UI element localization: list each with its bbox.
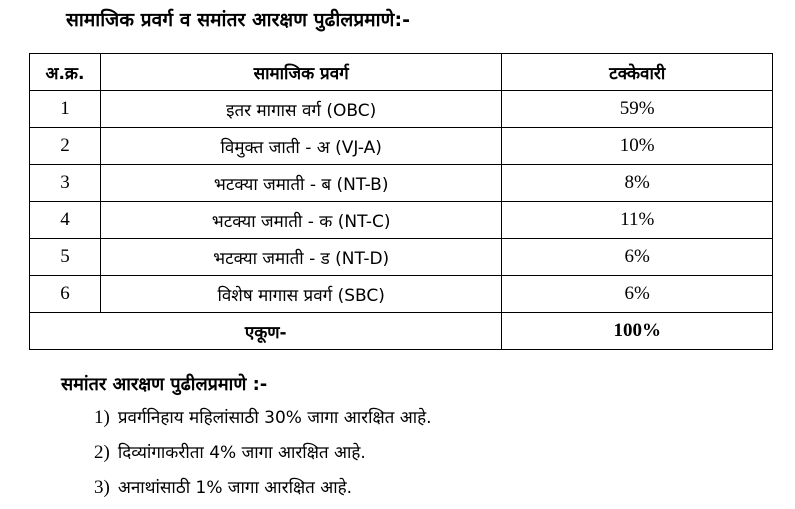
list-item [94,439,432,474]
total-value: 100% [502,313,773,350]
category-cell: विशेष मागास प्रवर्ग (SBC) [100,276,502,313]
list-item-text: प्रवर्गनिहाय महिलांसाठी 30% जागा आरक्षित आहे. [117,408,432,428]
percent-cell: 8% [502,165,773,202]
page-heading: सामाजिक प्रवर्ग व समांतर आरक्षण पुढीलप्रमाणे:- [66,9,411,31]
header-category: सामाजिक प्रवर्ग [100,54,502,91]
total-row [30,313,773,350]
percent-cell: 6% [502,276,773,313]
serial-cell: 3 [30,165,101,202]
category-cell: विमुक्त जाती - अ (VJ-A) [100,128,502,165]
serial-cell: 5 [30,239,101,276]
list-item-text: अनाथांसाठी 1% जागा आरक्षित आहे. [117,478,353,498]
list-item-number: 1) [94,407,110,428]
serial-cell: 1 [30,91,101,128]
category-cell: भटक्या जमाती - क (NT-C) [100,202,502,239]
table-header-row [30,54,773,91]
percent-cell: 59% [502,91,773,128]
percent-cell: 11% [502,202,773,239]
category-cell: इतर मागास वर्ग (OBC) [100,91,502,128]
total-label: एकूण- [30,313,502,350]
list-item-number: 2) [94,442,110,463]
category-cell: भटक्या जमाती - ड (NT-D) [100,239,502,276]
list-item [94,404,432,439]
serial-cell: 2 [30,128,101,165]
table-row [30,276,773,313]
serial-cell: 4 [30,202,101,239]
serial-cell: 6 [30,276,101,313]
list-item-number: 3) [94,477,110,498]
percent-cell: 6% [502,239,773,276]
table-row [30,91,773,128]
category-cell: भटक्या जमाती - ब (NT-B) [100,165,502,202]
table-row [30,239,773,276]
parallel-reservation-heading: समांतर आरक्षण पुढीलप्रमाणे :- [61,374,268,395]
percent-cell: 10% [502,128,773,165]
reservation-table [29,53,773,350]
list-item [94,474,432,509]
table-row [30,202,773,239]
header-serial: अ.क्र. [30,54,101,91]
header-percentage: टक्केवारी [502,54,773,91]
table-row [30,128,773,165]
parallel-reservation-list [94,404,432,509]
table-row [30,165,773,202]
list-item-text: दिव्यांगाकरीता 4% जागा आरक्षित आहे. [117,443,366,463]
